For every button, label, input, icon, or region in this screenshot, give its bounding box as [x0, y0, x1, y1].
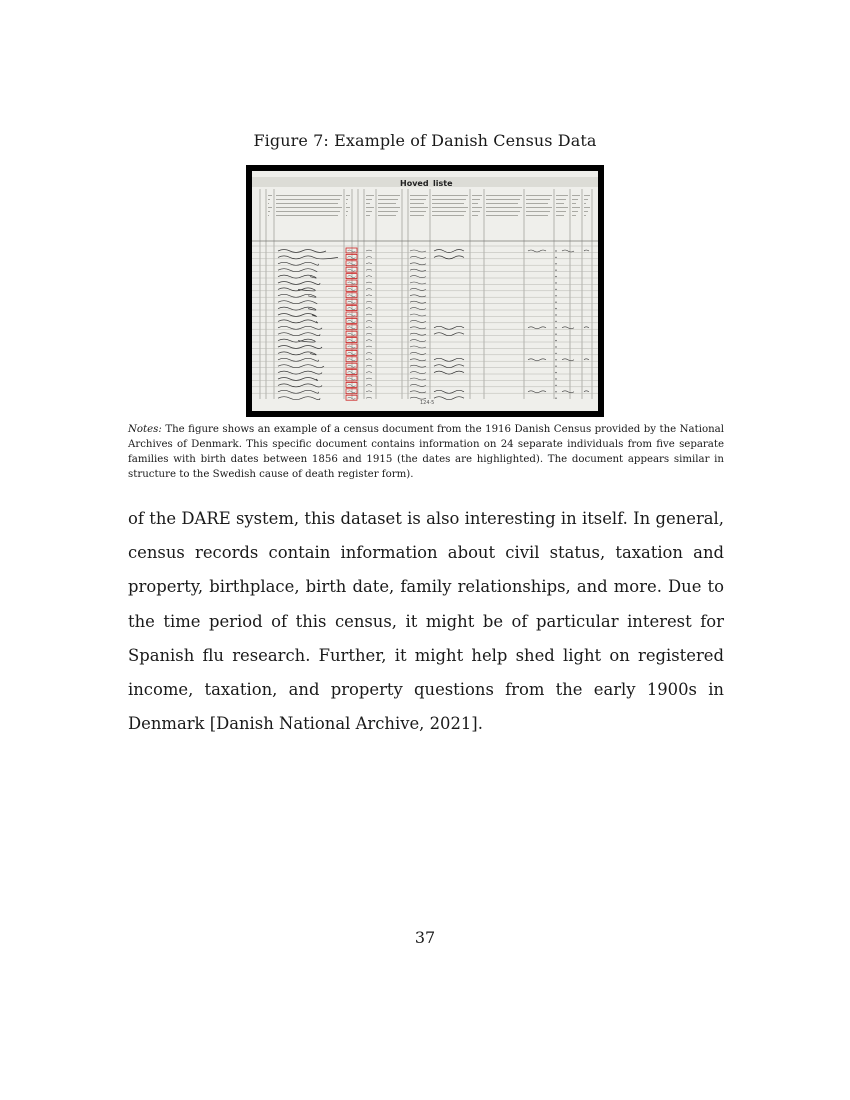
form-title-left: Hoved	[400, 179, 429, 188]
census-document-image	[246, 165, 604, 417]
body-paragraph	[128, 502, 724, 741]
form-title-right: liste	[433, 179, 453, 188]
figure-caption: Figure 7: Example of Danish Census Data	[253, 131, 597, 150]
form-footer-mark: 124·5	[420, 400, 435, 406]
figure-notes	[128, 422, 724, 482]
census-form	[252, 171, 598, 411]
body-paragraph-text: of the DARE system, this dataset is also interesting in itself. In general, census records contain information about civil status, taxation and property, birthplace, birth date, family relationships, and more. Due to the time period of this census, it might be of particular interest for Spanish flu research. Further, it might help shed light on registered income, taxation, and property questions from the early 1900s in Denmark [Danish National Archive, 2021].	[128, 509, 724, 734]
notes-label: Notes:	[128, 424, 162, 435]
page-number: 37	[414, 928, 436, 947]
census-form-graphic	[252, 171, 598, 411]
notes-text: The figure shows an example of a census document from the 1916 Danish Census provided by the National Archives of Denmark. This specific document contains information on 24 separate individuals from five separate families with birth dates between 1856 and 1915 (the dates are highlighted). The document appears similar in structure to the Swedish cause of death register form).	[128, 424, 724, 480]
